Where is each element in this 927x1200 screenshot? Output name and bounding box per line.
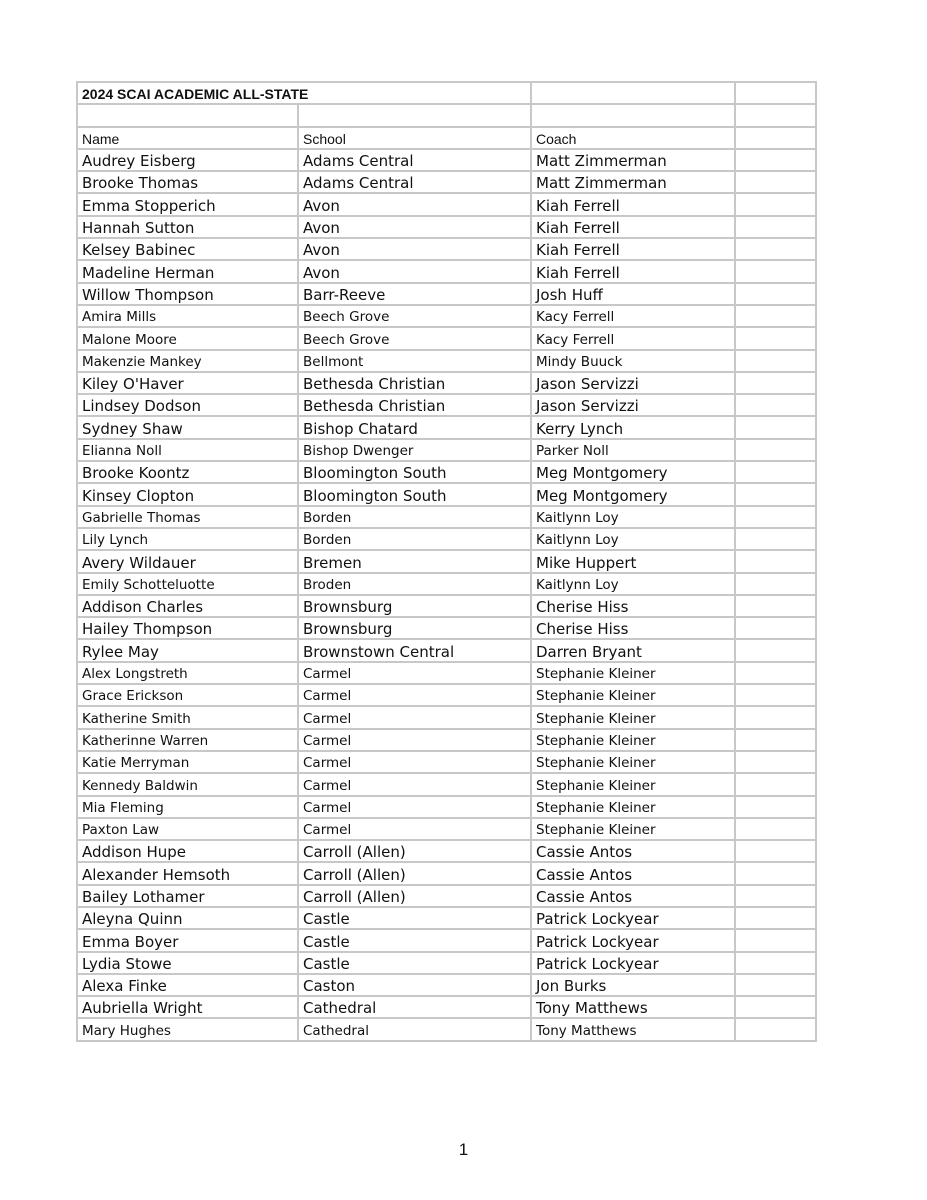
table-row bbox=[77, 840, 816, 862]
school-cell: Carroll (Allen) bbox=[298, 885, 531, 907]
coach-cell: Matt Zimmerman bbox=[531, 149, 735, 171]
table-row bbox=[77, 283, 816, 305]
school-cell: Beech Grove bbox=[298, 305, 531, 327]
coach-cell: Kaitlynn Loy bbox=[531, 506, 735, 528]
name-cell: Audrey Eisberg bbox=[77, 149, 298, 171]
table-row bbox=[77, 1018, 816, 1040]
coach-cell: Kacy Ferrell bbox=[531, 327, 735, 349]
coach-cell: Jason Servizzi bbox=[531, 394, 735, 416]
empty-cell bbox=[735, 796, 816, 818]
table-body bbox=[77, 82, 816, 1041]
empty-cell bbox=[735, 729, 816, 751]
name-cell: Bailey Lothamer bbox=[77, 885, 298, 907]
coach-cell: Jason Servizzi bbox=[531, 372, 735, 394]
coach-cell: Cassie Antos bbox=[531, 885, 735, 907]
name-cell: Lindsey Dodson bbox=[77, 394, 298, 416]
empty-cell bbox=[735, 439, 816, 461]
empty-cell bbox=[735, 662, 816, 684]
school-cell: Carmel bbox=[298, 706, 531, 728]
empty-cell bbox=[735, 416, 816, 438]
name-cell: Malone Moore bbox=[77, 327, 298, 349]
empty-cell bbox=[735, 885, 816, 907]
name-cell: Rylee May bbox=[77, 639, 298, 661]
school-cell: Brownstown Central bbox=[298, 639, 531, 661]
empty-cell bbox=[298, 104, 531, 126]
school-cell: Adams Central bbox=[298, 171, 531, 193]
school-cell: Carmel bbox=[298, 796, 531, 818]
name-cell: Emma Boyer bbox=[77, 929, 298, 951]
coach-cell: Stephanie Kleiner bbox=[531, 684, 735, 706]
table-row bbox=[77, 862, 816, 884]
empty-cell bbox=[735, 550, 816, 572]
table-row bbox=[77, 528, 816, 550]
empty-cell bbox=[735, 483, 816, 505]
school-cell: Cathedral bbox=[298, 996, 531, 1018]
name-cell: Lily Lynch bbox=[77, 528, 298, 550]
school-cell: Carmel bbox=[298, 684, 531, 706]
coach-cell: Kiah Ferrell bbox=[531, 238, 735, 260]
school-cell: Bremen bbox=[298, 550, 531, 572]
table-row bbox=[77, 350, 816, 372]
header-row bbox=[77, 127, 816, 149]
table-row bbox=[77, 550, 816, 572]
empty-cell bbox=[735, 171, 816, 193]
empty-cell bbox=[735, 127, 816, 149]
table-row bbox=[77, 907, 816, 929]
school-cell: Carmel bbox=[298, 751, 531, 773]
coach-cell: Darren Bryant bbox=[531, 639, 735, 661]
name-cell: Emily Schotteluotte bbox=[77, 573, 298, 595]
table-row bbox=[77, 729, 816, 751]
empty-cell bbox=[735, 350, 816, 372]
coach-cell: Tony Matthews bbox=[531, 1018, 735, 1040]
school-cell: Cathedral bbox=[298, 1018, 531, 1040]
empty-cell bbox=[735, 260, 816, 282]
table-row bbox=[77, 885, 816, 907]
name-cell: Willow Thompson bbox=[77, 283, 298, 305]
table-row bbox=[77, 595, 816, 617]
coach-cell: Patrick Lockyear bbox=[531, 907, 735, 929]
coach-cell: Kerry Lynch bbox=[531, 416, 735, 438]
school-cell: Bethesda Christian bbox=[298, 372, 531, 394]
coach-cell: Meg Montgomery bbox=[531, 461, 735, 483]
table-row bbox=[77, 662, 816, 684]
table-row bbox=[77, 193, 816, 215]
coach-cell: Stephanie Kleiner bbox=[531, 706, 735, 728]
school-cell: Avon bbox=[298, 216, 531, 238]
name-cell: Hannah Sutton bbox=[77, 216, 298, 238]
table-row bbox=[77, 818, 816, 840]
empty-cell bbox=[735, 394, 816, 416]
empty-cell bbox=[735, 283, 816, 305]
table-row bbox=[77, 171, 816, 193]
table-row bbox=[77, 260, 816, 282]
empty-cell bbox=[735, 996, 816, 1018]
table-row bbox=[77, 639, 816, 661]
table-row bbox=[77, 684, 816, 706]
table-row bbox=[77, 461, 816, 483]
coach-cell: Cherise Hiss bbox=[531, 595, 735, 617]
school-cell: Broden bbox=[298, 573, 531, 595]
table-row bbox=[77, 996, 816, 1018]
name-cell: Kelsey Babinec bbox=[77, 238, 298, 260]
empty-cell bbox=[735, 840, 816, 862]
empty-cell bbox=[735, 907, 816, 929]
school-cell: Bloomington South bbox=[298, 461, 531, 483]
name-cell: Mary Hughes bbox=[77, 1018, 298, 1040]
page-number: 1 bbox=[458, 1140, 469, 1159]
table-row bbox=[77, 372, 816, 394]
name-cell: Elianna Noll bbox=[77, 439, 298, 461]
coach-cell: Tony Matthews bbox=[531, 996, 735, 1018]
coach-cell: Kiah Ferrell bbox=[531, 193, 735, 215]
school-cell: Carmel bbox=[298, 662, 531, 684]
name-cell: Hailey Thompson bbox=[77, 617, 298, 639]
school-cell: Avon bbox=[298, 260, 531, 282]
name-cell: Katherine Smith bbox=[77, 706, 298, 728]
school-cell: Caston bbox=[298, 974, 531, 996]
coach-cell: Patrick Lockyear bbox=[531, 929, 735, 951]
coach-cell: Stephanie Kleiner bbox=[531, 818, 735, 840]
coach-cell: Jon Burks bbox=[531, 974, 735, 996]
empty-cell bbox=[735, 238, 816, 260]
name-cell: Emma Stopperich bbox=[77, 193, 298, 215]
table-row bbox=[77, 305, 816, 327]
name-cell: Aleyna Quinn bbox=[77, 907, 298, 929]
empty-cell bbox=[735, 461, 816, 483]
table-row bbox=[77, 238, 816, 260]
empty-cell bbox=[735, 818, 816, 840]
all-state-table bbox=[76, 81, 817, 1042]
coach-cell: Stephanie Kleiner bbox=[531, 729, 735, 751]
coach-cell: Kiah Ferrell bbox=[531, 260, 735, 282]
table-row bbox=[77, 929, 816, 951]
name-cell: Brooke Thomas bbox=[77, 171, 298, 193]
empty-cell bbox=[735, 1018, 816, 1040]
school-cell: Beech Grove bbox=[298, 327, 531, 349]
name-cell: Alexa Finke bbox=[77, 974, 298, 996]
name-cell: Addison Charles bbox=[77, 595, 298, 617]
empty-cell bbox=[735, 929, 816, 951]
empty-cell bbox=[735, 751, 816, 773]
name-cell: Alexander Hemsoth bbox=[77, 862, 298, 884]
empty-cell bbox=[735, 305, 816, 327]
school-cell: Bloomington South bbox=[298, 483, 531, 505]
table-row bbox=[77, 706, 816, 728]
empty-cell bbox=[735, 327, 816, 349]
empty-cell bbox=[735, 639, 816, 661]
table-row bbox=[77, 216, 816, 238]
name-cell: Katherinne Warren bbox=[77, 729, 298, 751]
coach-cell: Stephanie Kleiner bbox=[531, 773, 735, 795]
name-cell: Katie Merryman bbox=[77, 751, 298, 773]
name-cell: Aubriella Wright bbox=[77, 996, 298, 1018]
name-cell: Kennedy Baldwin bbox=[77, 773, 298, 795]
empty-cell bbox=[735, 506, 816, 528]
school-cell: Bethesda Christian bbox=[298, 394, 531, 416]
coach-cell: Josh Huff bbox=[531, 283, 735, 305]
school-cell: Castle bbox=[298, 952, 531, 974]
table-row bbox=[77, 416, 816, 438]
header-coach: Coach bbox=[531, 127, 735, 149]
empty-cell bbox=[735, 104, 816, 126]
coach-cell: Parker Noll bbox=[531, 439, 735, 461]
coach-cell: Cassie Antos bbox=[531, 840, 735, 862]
empty-cell bbox=[735, 773, 816, 795]
coach-cell: Kiah Ferrell bbox=[531, 216, 735, 238]
blank-row bbox=[77, 104, 816, 126]
name-cell: Alex Longstreth bbox=[77, 662, 298, 684]
empty-cell bbox=[735, 193, 816, 215]
school-cell: Borden bbox=[298, 506, 531, 528]
school-cell: Borden bbox=[298, 528, 531, 550]
school-cell: Carmel bbox=[298, 729, 531, 751]
empty-cell bbox=[531, 104, 735, 126]
empty-cell bbox=[735, 149, 816, 171]
school-cell: Brownsburg bbox=[298, 595, 531, 617]
coach-cell: Stephanie Kleiner bbox=[531, 796, 735, 818]
school-cell: Bellmont bbox=[298, 350, 531, 372]
empty-cell bbox=[735, 617, 816, 639]
name-cell: Avery Wildauer bbox=[77, 550, 298, 572]
title-row bbox=[77, 82, 816, 104]
name-cell: Mia Fleming bbox=[77, 796, 298, 818]
school-cell: Carroll (Allen) bbox=[298, 840, 531, 862]
school-cell: Bishop Chatard bbox=[298, 416, 531, 438]
name-cell: Makenzie Mankey bbox=[77, 350, 298, 372]
coach-cell: Kaitlynn Loy bbox=[531, 528, 735, 550]
coach-cell: Kaitlynn Loy bbox=[531, 573, 735, 595]
empty-cell bbox=[735, 528, 816, 550]
table-row bbox=[77, 773, 816, 795]
name-cell: Paxton Law bbox=[77, 818, 298, 840]
empty-cell bbox=[735, 684, 816, 706]
table-row bbox=[77, 149, 816, 171]
empty-cell bbox=[735, 82, 816, 104]
table-row bbox=[77, 617, 816, 639]
table-row bbox=[77, 974, 816, 996]
school-cell: Avon bbox=[298, 193, 531, 215]
coach-cell: Matt Zimmerman bbox=[531, 171, 735, 193]
school-cell: Avon bbox=[298, 238, 531, 260]
school-cell: Adams Central bbox=[298, 149, 531, 171]
name-cell: Amira Mills bbox=[77, 305, 298, 327]
table-row bbox=[77, 952, 816, 974]
coach-cell: Kacy Ferrell bbox=[531, 305, 735, 327]
school-cell: Carroll (Allen) bbox=[298, 862, 531, 884]
name-cell: Brooke Koontz bbox=[77, 461, 298, 483]
table-row bbox=[77, 573, 816, 595]
name-cell: Lydia Stowe bbox=[77, 952, 298, 974]
coach-cell: Cassie Antos bbox=[531, 862, 735, 884]
name-cell: Addison Hupe bbox=[77, 840, 298, 862]
name-cell: Kiley O'Haver bbox=[77, 372, 298, 394]
table-row bbox=[77, 506, 816, 528]
name-cell: Kinsey Clopton bbox=[77, 483, 298, 505]
empty-cell bbox=[735, 573, 816, 595]
school-cell: Castle bbox=[298, 907, 531, 929]
table-row bbox=[77, 796, 816, 818]
coach-cell: Patrick Lockyear bbox=[531, 952, 735, 974]
name-cell: Sydney Shaw bbox=[77, 416, 298, 438]
table-row bbox=[77, 439, 816, 461]
school-cell: Bishop Dwenger bbox=[298, 439, 531, 461]
school-cell: Castle bbox=[298, 929, 531, 951]
name-cell: Gabrielle Thomas bbox=[77, 506, 298, 528]
table-row bbox=[77, 327, 816, 349]
empty-cell bbox=[531, 82, 735, 104]
table-row bbox=[77, 394, 816, 416]
empty-cell bbox=[735, 974, 816, 996]
school-cell: Barr-Reeve bbox=[298, 283, 531, 305]
name-cell: Madeline Herman bbox=[77, 260, 298, 282]
empty-cell bbox=[735, 952, 816, 974]
school-cell: Carmel bbox=[298, 773, 531, 795]
empty-cell bbox=[735, 862, 816, 884]
coach-cell: Mindy Buuck bbox=[531, 350, 735, 372]
header-school: School bbox=[298, 127, 531, 149]
coach-cell: Stephanie Kleiner bbox=[531, 662, 735, 684]
table-row bbox=[77, 483, 816, 505]
empty-cell bbox=[735, 706, 816, 728]
coach-cell: Stephanie Kleiner bbox=[531, 751, 735, 773]
coach-cell: Cherise Hiss bbox=[531, 617, 735, 639]
school-cell: Brownsburg bbox=[298, 617, 531, 639]
coach-cell: Meg Montgomery bbox=[531, 483, 735, 505]
empty-cell bbox=[77, 104, 298, 126]
coach-cell: Mike Huppert bbox=[531, 550, 735, 572]
school-cell: Carmel bbox=[298, 818, 531, 840]
empty-cell bbox=[735, 372, 816, 394]
empty-cell bbox=[735, 216, 816, 238]
sheet-title: 2024 SCAI ACADEMIC ALL-STATE bbox=[77, 82, 531, 104]
table-row bbox=[77, 751, 816, 773]
empty-cell bbox=[735, 595, 816, 617]
name-cell: Grace Erickson bbox=[77, 684, 298, 706]
header-name: Name bbox=[77, 127, 298, 149]
